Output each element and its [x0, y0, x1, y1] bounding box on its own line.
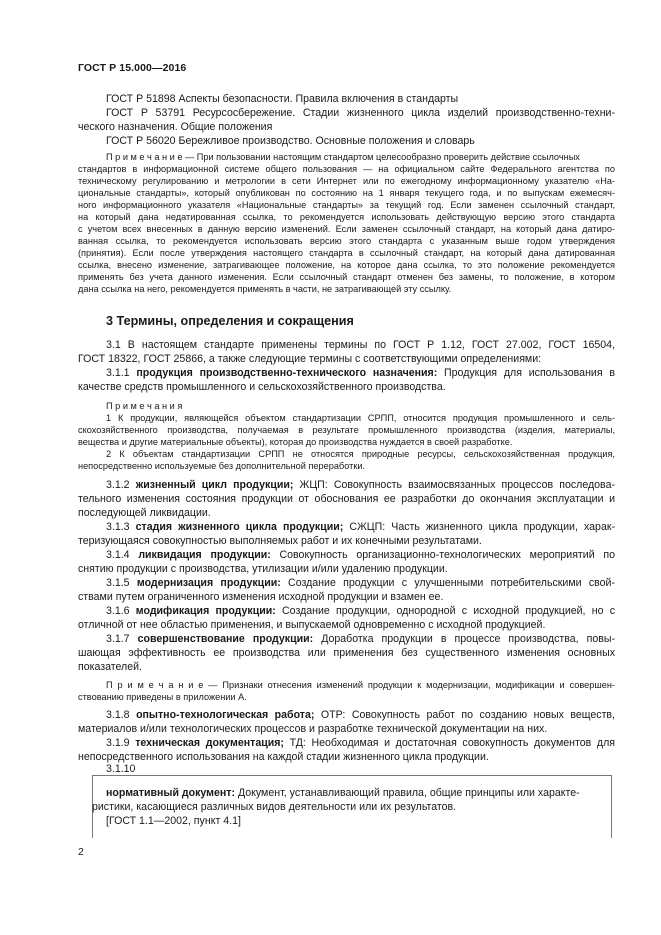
note-line: техническому регулированию и метрологии в сети Интернет или по ежегодному информационному указателю «На- [78, 176, 615, 186]
page-number: 2 [78, 846, 84, 858]
term-3-1-1: 3.1.1 продукция производственно-технического назначения: Продукция для использования в [106, 367, 615, 379]
term-name: опытно-технологическая работа; [136, 709, 315, 721]
notes-line: вещества и другие материальные объекты), которая до производства нуждается в своей разработке. [78, 437, 513, 447]
term-3-1-5: 3.1.5 модернизация продукции: Создание продукции с улучшенными потребительскими свой- [106, 577, 615, 589]
notes-line: непосредственно используемые без дополнительной переработки. [78, 461, 366, 471]
term-name: совершенствование продукции: [137, 633, 314, 645]
term-3-1-10-cont: ристики, касающиеся различных видов деятельности или их результатов. [92, 801, 457, 813]
term-3-1-2-cont: последующей ликвидации. [78, 507, 211, 519]
term-3-1-10-source: [ГОСТ 1.1—2002, пункт 4.1] [106, 815, 241, 827]
term-3-1-10: нормативный документ: Документ, устанавливающий правила, общие принципы или характе- [106, 787, 580, 799]
term-3-1-8-cont: материалов и/или технологических процессов и разработке технической документации на них. [78, 723, 548, 735]
note-line: на который дана недатированная ссылка, то рекомендуется использовать действующую версию этого стандарта [78, 212, 615, 222]
term-3-1-9: 3.1.9 техническая документация; ТД: Необходимая и достаточная совокупность документов для [106, 737, 615, 749]
note-paragraph: П р и м е ч а н и е — Признаки отнесения изменений продукции к модернизации, модификации и совершен- [106, 680, 615, 690]
term-3-1-1-cont: качестве средств промышленного и сельскохозяйственного производства. [78, 381, 446, 393]
note-line: дана ссылка на него, рекомендуется применять в части, не затрагивающей эту ссылку. [78, 284, 452, 294]
term-3-1-2: 3.1.2 жизненный цикл продукции; ЖЦП: Совокупность взаимосвязанных процессов последова- [106, 479, 615, 491]
note-line: с учетом всех внесенных в данную версию изменений. Если заменен ссылочный стандарт, на который дана датиро- [78, 224, 615, 234]
section-heading: 3 Термины, определения и сокращения [106, 314, 354, 328]
ref-gost-53791-cont: ческого назначения. Общие положения [78, 121, 273, 133]
note-label: П р и м е ч а н и е [106, 152, 183, 162]
note-line: применять без учета данного изменения. Если ссылочный стандарт отменен без замены, то положение, в котором [78, 272, 615, 282]
note-line: ванная ссылка, то рекомендуется использовать версию этого стандарта с указанным выше годом утверждения [78, 236, 615, 246]
term-3-1-3-cont: теризующаяся совокупностью выполняемых работ и их конечными результатами. [78, 535, 482, 547]
term-name: нормативный документ: [106, 787, 235, 799]
note-line: ствованию приведены в приложении А. [78, 692, 247, 702]
ref-gost-53791: ГОСТ Р 53791 Ресурсосбережение. Стадии жизненного цикла изделий производственно-техни- [106, 107, 615, 119]
term-3-1-8: 3.1.8 опытно-технологическая работа; ОТР: Совокупность работ по созданию новых веществ, [106, 709, 615, 721]
term-3-1-4-cont: снятию продукции с производства, утилизации и/или удалению продукции. [78, 563, 448, 575]
term-3-1-2-cont: тельного изменения состояния продукции от обоснования ее разработки до окончания эксплуатации и [78, 493, 615, 505]
term-3-1-9-cont: непосредственного использования на каждой стадии жизненного цикла продукции. [78, 751, 489, 763]
notes-line: 2 К объектам стандартизации СРПП не относятся природные ресурсы, сельскохозяйственная продукция, [106, 449, 615, 459]
note-line: циональные стандарты», который опубликован по состоянию на 1 января текущего года, и по выпускам ежемесяч- [78, 188, 615, 198]
term-3-1-6-cont: отличной от нее областью применения, и выпускаемой одновременно с исходной продукцией. [78, 619, 546, 631]
term-name: продукция производственно-технического назначения: [136, 367, 438, 379]
notes-line: 1 К продукции, являющейся объектом стандартизации СРПП, относится продукция промышленного и сель- [106, 413, 615, 423]
clause-3-1-cont: ГОСТ 18322, ГОСТ 25866, а также следующие термины с соответствующими определениями: [78, 353, 542, 365]
ref-gost-51898: ГОСТ Р 51898 Аспекты безопасности. Правила включения в стандарты [106, 93, 459, 105]
term-name: жизненный цикл продукции; [135, 479, 294, 491]
note-line: ссылка, внесено изменение, затрагивающее положение, на которое дана ссылка, то это положение рекомендуется [78, 260, 615, 270]
term-3-1-5-cont: ствами путем ограниченного изменения исходной продукции и взамен ее. [78, 591, 444, 603]
term-3-1-3: 3.1.3 стадия жизненного цикла продукции; СЖЦП: Часть жизненного цикла продукции, харак- [106, 521, 615, 533]
term-name: техническая документация; [135, 737, 284, 749]
term-3-1-7: 3.1.7 совершенствование продукции: Доработка продукции в процессе производства, повы- [106, 633, 616, 645]
notes-line: скохозяйственного производства, получаемая в результате промышленного производства (изделия, материалы, [78, 425, 615, 435]
term-3-1-7-cont: показателей. [78, 661, 142, 673]
note-label: П р и м е ч а н и е [106, 680, 204, 690]
term-3-1-6: 3.1.6 модификация продукции: Создание продукции, однородной с исходной продукцией, но с [106, 605, 615, 617]
note-line: стандартов в информационной системе общего пользования — на официальном сайте Федерального агентства по [78, 164, 615, 174]
note-paragraph: П р и м е ч а н и е — При пользовании настоящим стандартом целесообразно проверить действие ссылочных [106, 152, 580, 162]
term-3-1-10-number: 3.1.10 [106, 763, 136, 775]
term-name: ликвидация продукции: [138, 549, 271, 561]
note-line: (принятия). Если после утверждения настоящего стандарта в ссылочный стандарт, на который дана датированная [78, 248, 615, 258]
term-3-1-7-cont: шающая эффективность ее производства или применения без существенного изменения основных [78, 647, 615, 659]
term-3-1-4: 3.1.4 ликвидация продукции: Совокупность организационно-технологических мероприятий по [106, 549, 615, 561]
term-name: модернизация продукции: [136, 577, 281, 589]
clause-3-1: 3.1 В настоящем стандарте применены термины по ГОСТ Р 1.12, ГОСТ 27.002, ГОСТ 16504, [106, 339, 615, 351]
notes-label: П р и м е ч а н и я [106, 401, 183, 411]
note-line: ного информационного указателя «Национальные стандарты» за текущий год. Если заменен ссылочный стандарт, [78, 200, 615, 210]
term-name: стадия жизненного цикла продукции; [135, 521, 344, 533]
term-name: модификация продукции: [135, 605, 276, 617]
ref-gost-56020: ГОСТ Р 56020 Бережливое производство. Основные положения и словарь [106, 135, 475, 147]
page-header-standard: ГОСТ Р 15.000—2016 [78, 62, 187, 74]
